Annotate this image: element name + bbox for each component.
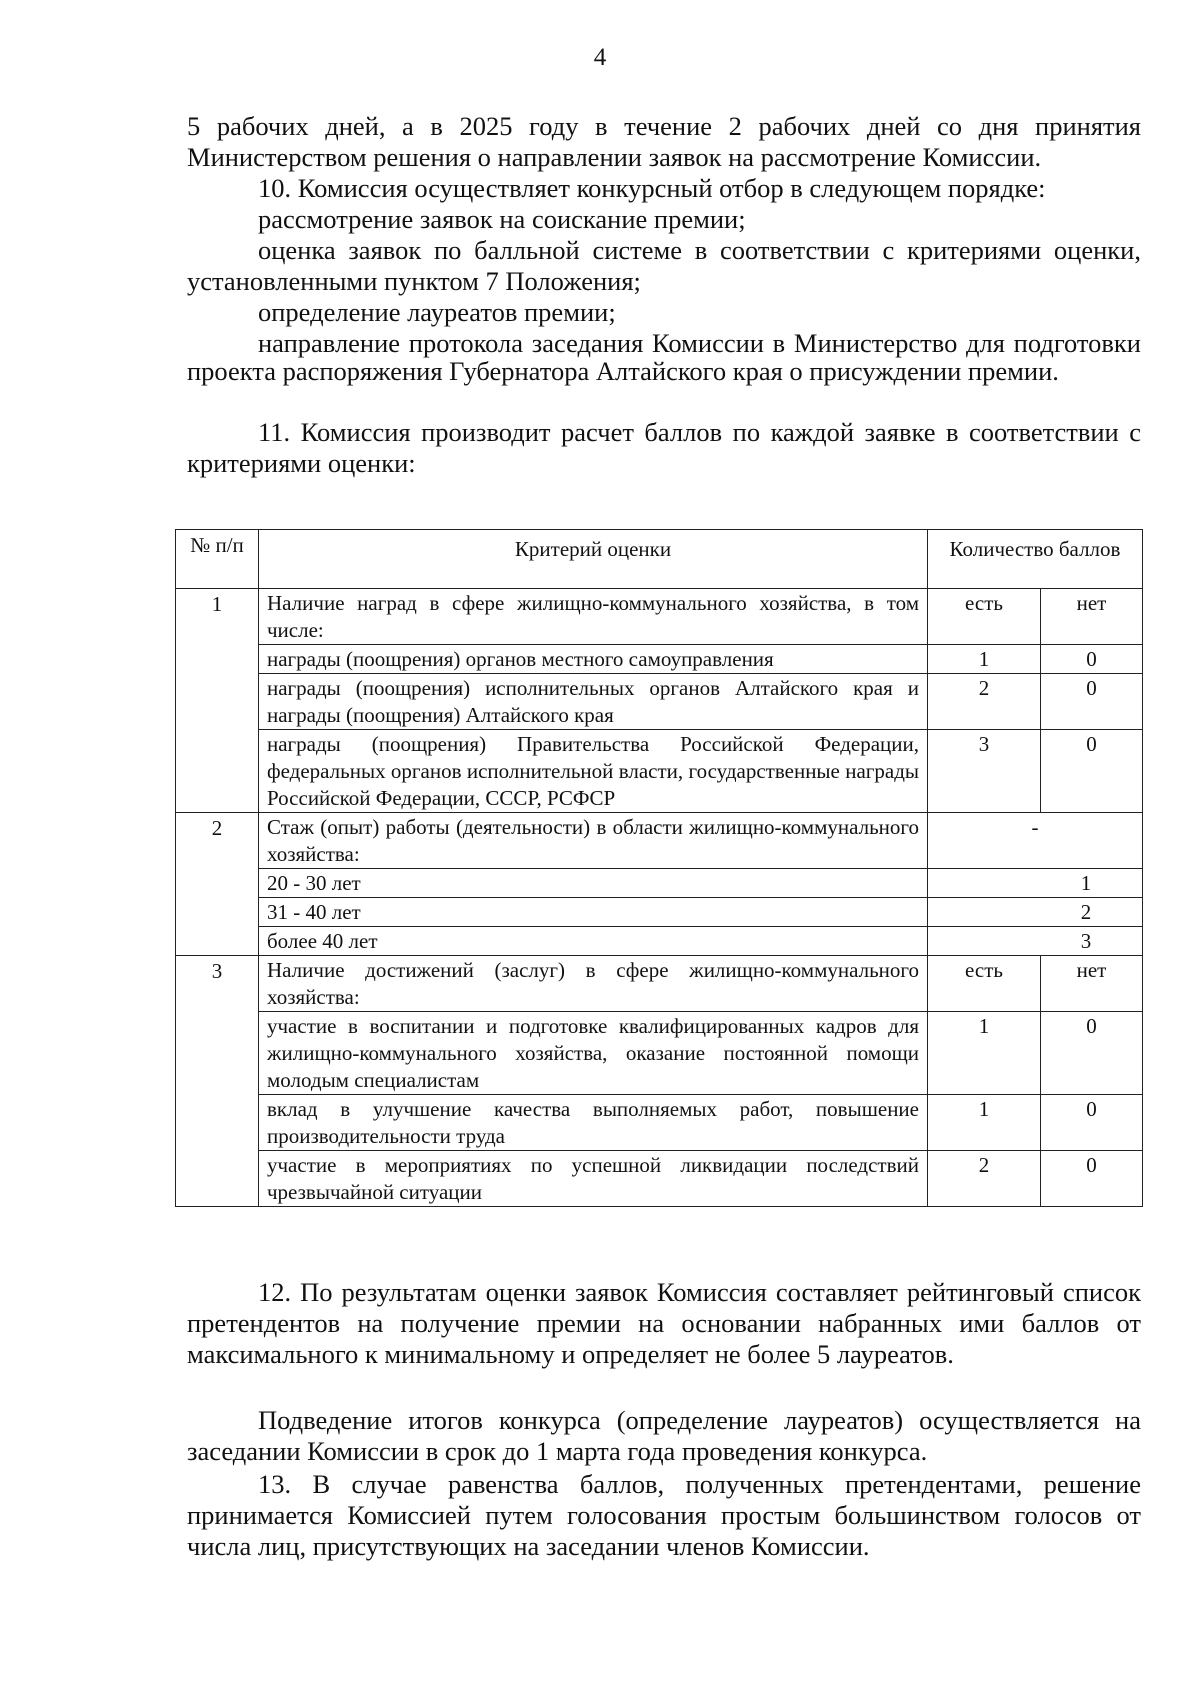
score-no: 0 <box>1041 1095 1143 1151</box>
criterion-text: участие в воспитании и подготовке квалифицированных кадров для жилищно-коммунального хозяйства, оказание постоянной помощи молодым специалистам <box>259 1012 928 1095</box>
criterion-text: 31 - 40 лет <box>259 898 928 927</box>
paragraph-item-11: 11. Комиссия производит расчет баллов по каждой заявке в соответствии с критериями оценки: <box>187 417 1141 478</box>
paragraph-list-laureates: определение лауреатов премии; <box>258 297 616 327</box>
criterion-text: награды (поощрения) органов местного самоуправления <box>259 645 928 674</box>
paragraph-list-review: рассмотрение заявок на соискание премии; <box>258 204 746 234</box>
table-row <box>176 730 1143 813</box>
paragraph-results: Подведение итогов конкурса (определение лауреатов) осуществляется на заседании Комиссии в срок до 1 марта года проведения конкурса. <box>187 1405 1141 1466</box>
score-no: 0 <box>1041 645 1143 674</box>
group-2-title: Стаж (опыт) работы (деятельности) в области жилищно-коммунального хозяйства: <box>259 813 928 869</box>
group-1-title: Наличие наград в сфере жилищно-коммунального хозяйства, в том числе: <box>259 589 928 645</box>
group-1-number: 1 <box>176 589 259 813</box>
header-number: № п/п <box>176 530 259 589</box>
criterion-text: награды (поощрения) Правительства Российской Федерации, федеральных органов исполнительной власти, государственные награды Российской Федерации, СССР, РСФСР <box>259 730 928 813</box>
table-row <box>176 589 1143 645</box>
table-header-row <box>176 530 1143 589</box>
table-row <box>176 869 1143 898</box>
paragraph-intro: 5 рабочих дней, а в 2025 году в течение 2 рабочих дней со дня принятия Министерством решения о направлении заявок на рассмотрение Комиссии. <box>187 111 1141 172</box>
table-row <box>176 1012 1143 1095</box>
criterion-text: 20 - 30 лет <box>259 869 928 898</box>
paragraph-list-scoring: оценка заявок по балльной системе в соответствии с критериями оценки, установленными пунктом 7 Положения; <box>187 235 1141 296</box>
table-row <box>176 1095 1143 1151</box>
score-no: 0 <box>1041 1151 1143 1207</box>
table-row <box>176 956 1143 1012</box>
score-points: 1 <box>928 869 1143 898</box>
criterion-text: участие в мероприятиях по успешной ликвидации последствий чрезвычайной ситуации <box>259 1151 928 1207</box>
group-3-number: 3 <box>176 956 259 1207</box>
yes-label: есть <box>928 589 1041 645</box>
table-row <box>176 898 1143 927</box>
yes-label: есть <box>928 956 1041 1012</box>
score-yes: 2 <box>928 674 1041 730</box>
score-yes: 1 <box>928 1095 1041 1151</box>
header-criterion: Критерий оценки <box>259 530 928 589</box>
paragraph-item-10: 10. Комиссия осуществляет конкурсный отбор в следующем порядке: <box>258 173 1046 203</box>
table-row <box>176 1151 1143 1207</box>
score-yes: 1 <box>928 645 1041 674</box>
paragraph-item-13: 13. В случае равенства баллов, полученных претендентами, решение принимается Комиссией путем голосования простым большинством голосов от числа лиц, присутствующих на заседании членов Комиссии. <box>187 1469 1141 1561</box>
group-2-number: 2 <box>176 813 259 956</box>
table-row <box>176 927 1143 956</box>
criterion-text: вклад в улучшение качества выполняемых работ, повышение производительности труда <box>259 1095 928 1151</box>
score-no: 0 <box>1041 674 1143 730</box>
criteria-table <box>175 529 1143 1207</box>
score-points: 2 <box>928 898 1143 927</box>
no-label: нет <box>1041 589 1143 645</box>
score-no: 0 <box>1041 730 1143 813</box>
group-2-title-points: - <box>928 813 1143 869</box>
criterion-text: награды (поощрения) исполнительных органов Алтайского края и награды (поощрения) Алтайского края <box>259 674 928 730</box>
score-points: 3 <box>928 927 1143 956</box>
table-row <box>176 674 1143 730</box>
paragraph-item-12: 12. По результатам оценки заявок Комиссия составляет рейтинговый список претендентов на получение премии на основании набранных ими баллов от максимального к минимальному и определяет не более 5 лауреатов. <box>187 1277 1141 1369</box>
paragraph-list-protocol: направление протокола заседания Комиссии в Министерство для подготовки проекта распоряжения Губернатора Алтайского края о присуждении премии. <box>187 328 1141 386</box>
group-3-title: Наличие достижений (заслуг) в сфере жилищно-коммунального хозяйства: <box>259 956 928 1012</box>
page-number: 4 <box>593 44 607 71</box>
header-points: Количество баллов <box>928 530 1143 589</box>
score-yes: 2 <box>928 1151 1041 1207</box>
no-label: нет <box>1041 956 1143 1012</box>
criterion-text: более 40 лет <box>259 927 928 956</box>
table-row <box>176 813 1143 869</box>
score-yes: 3 <box>928 730 1041 813</box>
score-yes: 1 <box>928 1012 1041 1095</box>
table-row <box>176 645 1143 674</box>
score-no: 0 <box>1041 1012 1143 1095</box>
